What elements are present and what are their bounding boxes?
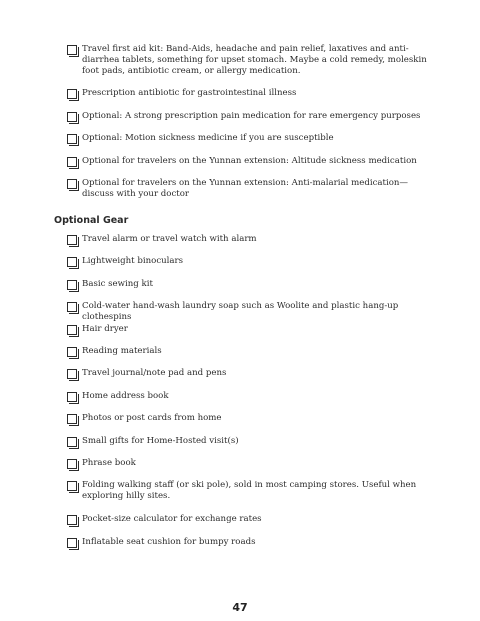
checklist-item — [67, 301, 437, 323]
checklist-item — [67, 537, 437, 548]
checklist-item — [67, 111, 437, 122]
checklist-item — [67, 368, 437, 379]
item-text: Inflatable seat cushion for bumpy roads — [82, 537, 256, 547]
checkbox-icon[interactable] — [67, 369, 77, 379]
item-text: Travel journal/note pad and pens — [82, 368, 227, 378]
checkbox-icon[interactable] — [67, 538, 77, 548]
checkbox-icon[interactable] — [67, 392, 77, 402]
item-text: Optional for travelers on the Yunnan extension: Anti-malarial medication—discuss with your doctor — [82, 178, 409, 199]
checkbox-icon[interactable] — [67, 437, 77, 447]
item-text: Travel first aid kit: Band-Aids, headache and pain relief, laxatives and anti-diarrhea tablets, something for upset stomach. Maybe a cold remedy, moleskin foot pads, antibiotic cream, or allergy medication. — [82, 44, 427, 76]
checkbox-icon[interactable] — [67, 235, 77, 245]
checklist-item — [67, 413, 437, 424]
item-text: Folding walking staff (or ski pole), sold in most camping stores. Useful when exploring hilly sites. — [82, 480, 417, 501]
item-text: Pocket-size calculator for exchange rates — [82, 514, 262, 524]
item-text: Home address book — [82, 391, 169, 401]
checklist-item — [67, 480, 437, 502]
checklist-item — [67, 279, 437, 290]
checkbox-icon[interactable] — [67, 515, 77, 525]
checklist-item — [67, 346, 437, 357]
item-text: Basic sewing kit — [82, 279, 153, 289]
checklist-item — [67, 391, 437, 402]
checklist-item — [67, 88, 437, 99]
checkbox-icon[interactable] — [67, 112, 77, 122]
item-text: Lightweight binoculars — [82, 256, 184, 266]
item-text: Prescription antibiotic for gastrointestinal illness — [82, 88, 297, 98]
checklist-item — [67, 156, 437, 167]
item-text: Optional for travelers on the Yunnan extension: Altitude sickness medication — [82, 156, 417, 166]
item-text: Phrase book — [82, 458, 136, 468]
checkbox-icon[interactable] — [67, 257, 77, 267]
checkbox-icon[interactable] — [67, 134, 77, 144]
page-number: 47 — [232, 601, 248, 614]
checklist-item — [67, 458, 437, 469]
checklist-item — [67, 514, 437, 525]
checklist-item — [67, 44, 437, 77]
checklist-item — [67, 324, 437, 335]
checkbox-icon[interactable] — [67, 45, 77, 55]
checklist-item — [67, 133, 437, 144]
item-text: Optional: Motion sickness medicine if you are susceptible — [82, 133, 334, 143]
checkbox-icon[interactable] — [67, 302, 77, 312]
checkbox-icon[interactable] — [67, 89, 77, 99]
item-text: Cold-water hand-wash laundry soap such as Woolite and plastic hang-up clothespins — [82, 301, 399, 322]
checklist-item — [67, 256, 437, 267]
checkbox-icon[interactable] — [67, 280, 77, 290]
checkbox-icon[interactable] — [67, 179, 77, 189]
checkbox-icon[interactable] — [67, 325, 77, 335]
checklist-item — [67, 178, 437, 200]
checkbox-icon[interactable] — [67, 481, 77, 491]
checklist-item — [67, 436, 437, 447]
checklist-item — [67, 234, 437, 245]
item-text: Reading materials — [82, 346, 162, 356]
item-text: Hair dryer — [82, 324, 128, 334]
item-text: Small gifts for Home-Hosted visit(s) — [82, 436, 239, 446]
section-heading: Optional Gear — [54, 215, 129, 226]
checkbox-icon[interactable] — [67, 157, 77, 167]
item-text: Optional: A strong prescription pain medication for rare emergency purposes — [82, 111, 421, 121]
checkbox-icon[interactable] — [67, 347, 77, 357]
checkbox-icon[interactable] — [67, 414, 77, 424]
item-text: Photos or post cards from home — [82, 413, 222, 423]
item-text: Travel alarm or travel watch with alarm — [82, 234, 257, 244]
checkbox-icon[interactable] — [67, 459, 77, 469]
